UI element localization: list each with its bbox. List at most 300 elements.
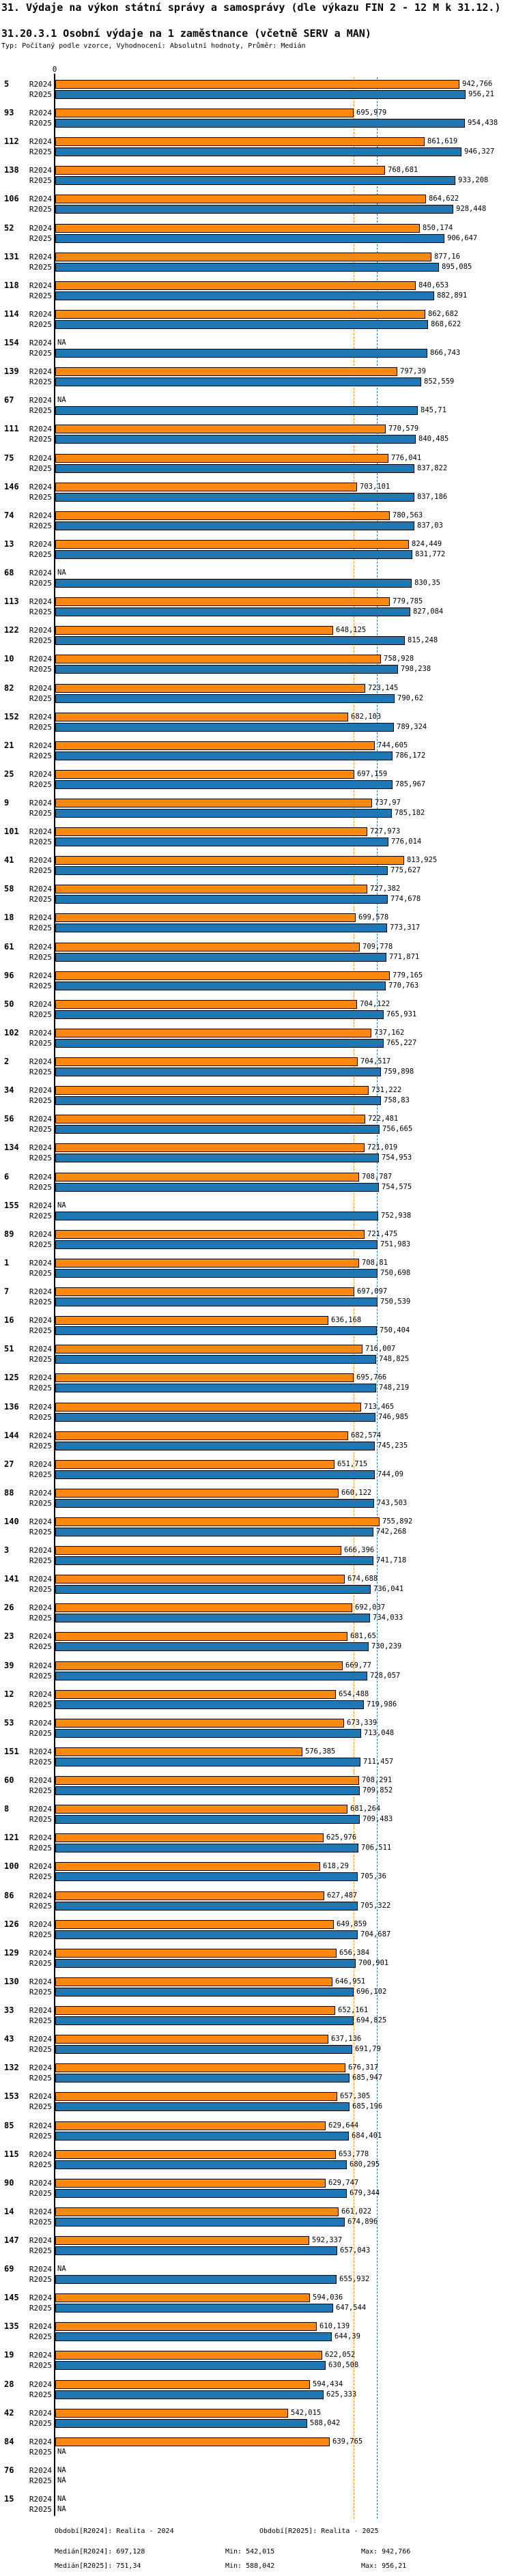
row-id-label: 5 (4, 79, 10, 89)
bar-r2024 (55, 2351, 322, 2360)
page-title: 31. Výdaje na výkon státní správy a samosprávy (dle výkazu FIN 2 - 12 M k 31.12.) (1, 1, 501, 14)
bar-value-label: 696,102 (356, 1988, 387, 1996)
bar-r2025 (55, 2132, 349, 2141)
bar-value-label: 770,763 (388, 982, 419, 990)
bar-r2025 (55, 377, 421, 386)
bar-value-label: 727,973 (370, 827, 401, 835)
series-label-r2024: R2024 (29, 943, 52, 951)
bar-value-label: 629,644 (328, 2121, 359, 2130)
bar-value-label: 861,619 (427, 137, 458, 145)
row-id-label: 25 (4, 769, 14, 779)
bar-r2024 (55, 1862, 320, 1871)
series-label-r2025: R2025 (29, 1269, 52, 1278)
bar-value-label: 694,825 (356, 2016, 387, 2024)
bar-r2024 (55, 626, 333, 635)
bar-r2025 (55, 263, 439, 272)
bar-r2024 (55, 741, 375, 750)
series-label-r2024: R2024 (29, 1345, 52, 1354)
series-label-r2025: R2025 (29, 1844, 52, 1852)
bar-value-label: 721,019 (367, 1143, 398, 1151)
bar-value-label: 722,481 (368, 1115, 399, 1123)
bar-r2024 (55, 1460, 335, 1469)
series-label-r2025: R2025 (29, 1096, 52, 1105)
series-label-r2024: R2024 (29, 1201, 52, 1210)
bar-value-label: 669,77 (345, 1661, 371, 1670)
row-id-label: 134 (4, 1143, 19, 1152)
bar-r2025 (55, 1269, 378, 1278)
bar-value-label: 674,896 (347, 2218, 378, 2226)
bar-r2025 (55, 1902, 358, 1910)
bar-r2024 (55, 195, 426, 203)
series-label-r2024: R2024 (29, 1949, 52, 1958)
series-label-r2024: R2024 (29, 1057, 52, 1066)
series-label-r2024: R2024 (29, 1489, 52, 1498)
series-label-r2025: R2025 (29, 636, 52, 645)
bar-r2024 (55, 1029, 371, 1037)
row-id-label: 138 (4, 165, 19, 175)
row-id-label: 90 (4, 2178, 14, 2188)
series-label-r2025: R2025 (29, 263, 52, 272)
bar-r2025 (55, 953, 386, 962)
bar-r2025 (55, 924, 387, 932)
series-label-r2024: R2024 (29, 799, 52, 807)
bar-value-label: 742,268 (376, 1528, 407, 1536)
series-label-r2025: R2025 (29, 982, 52, 990)
series-label-r2025: R2025 (29, 2016, 52, 2025)
bar-value-label: 709,778 (362, 943, 393, 951)
bar-r2024 (55, 1833, 324, 1842)
series-label-r2024: R2024 (29, 1747, 52, 1756)
row-id-label: 75 (4, 453, 14, 463)
bar-r2024 (55, 281, 416, 290)
series-label-r2024: R2024 (29, 2466, 52, 2475)
series-label-r2025: R2025 (29, 1930, 52, 1939)
bar-r2025 (55, 1212, 378, 1220)
bar-value-label: 789,324 (397, 723, 427, 731)
bar-value-label: 684,401 (352, 2132, 382, 2140)
series-label-r2024: R2024 (29, 483, 52, 491)
row-id-label: 68 (4, 568, 14, 577)
series-label-r2025: R2025 (29, 780, 52, 789)
series-label-r2024: R2024 (29, 2265, 52, 2274)
bar-value-label: 708,81 (362, 1259, 388, 1267)
bar-r2024 (55, 1661, 343, 1670)
bar-r2025 (55, 2218, 345, 2227)
bar-r2024 (55, 2150, 336, 2159)
bar-r2024 (55, 2380, 310, 2389)
row-id-label: 100 (4, 1861, 19, 1871)
bar-value-label: 736,041 (373, 1585, 404, 1593)
bar-value-label: 618,29 (323, 1862, 349, 1870)
row-id-label: 2 (4, 1057, 10, 1066)
series-label-r2024: R2024 (29, 1575, 52, 1584)
bar-r2024 (55, 137, 425, 146)
bar-value-label: 610,139 (319, 2322, 350, 2330)
series-label-r2024: R2024 (29, 1173, 52, 1182)
bar-value-label: 895,085 (442, 263, 472, 271)
row-id-label: 130 (4, 1977, 19, 1986)
bar-value-label: 741,718 (376, 1556, 407, 1564)
series-label-r2024: R2024 (29, 971, 52, 980)
series-label-r2024: R2024 (29, 2380, 52, 2389)
row-id-label: 140 (4, 1517, 19, 1526)
bar-r2024 (55, 1115, 365, 1124)
series-label-r2025: R2025 (29, 291, 52, 300)
row-id-label: 14 (4, 2207, 14, 2216)
bar-r2025 (55, 1528, 373, 1536)
series-label-r2025: R2025 (29, 723, 52, 732)
bar-r2025 (55, 1154, 379, 1162)
bar-r2025 (55, 1556, 373, 1565)
bar-value-label: 627,487 (327, 1891, 358, 1900)
bar-r2025 (55, 90, 466, 99)
bar-r2024 (55, 684, 365, 693)
bar-r2025 (55, 1442, 375, 1450)
bar-r2024 (55, 1517, 380, 1526)
series-label-r2025: R2025 (29, 2189, 52, 2198)
series-label-r2024: R2024 (29, 2063, 52, 2072)
bar-value-label: 697,159 (357, 770, 388, 778)
bar-value-label: 649,859 (337, 1920, 367, 1928)
bar-r2025 (55, 838, 388, 846)
bar-r2024 (55, 770, 354, 779)
bar-r2024 (55, 310, 425, 319)
row-id-label: 74 (4, 511, 14, 520)
row-id-label: 82 (4, 683, 14, 693)
series-label-r2024: R2024 (29, 80, 52, 89)
series-label-r2025: R2025 (29, 205, 52, 214)
series-label-r2024: R2024 (29, 1316, 52, 1325)
row-id-label: 43 (4, 2034, 14, 2044)
series-label-r2024: R2024 (29, 1115, 52, 1124)
series-label-r2024: R2024 (29, 770, 52, 779)
na-label: NA (57, 1201, 66, 1210)
row-id-label: 28 (4, 2379, 14, 2389)
bar-r2025 (55, 435, 416, 444)
bar-r2025 (55, 205, 453, 214)
bar-r2025 (55, 2390, 324, 2399)
bar-value-label: 771,871 (389, 953, 420, 961)
row-id-label: 58 (4, 884, 14, 893)
bar-r2024 (55, 1805, 347, 1814)
bar-r2024 (55, 1143, 365, 1152)
series-label-r2025: R2025 (29, 90, 52, 99)
bar-value-label: 699,578 (358, 913, 389, 921)
row-id-label: 12 (4, 1689, 14, 1699)
bar-r2024 (55, 2236, 309, 2245)
row-id-label: 33 (4, 2005, 14, 2015)
series-label-r2024: R2024 (29, 2179, 52, 2188)
bar-value-label: 653,778 (339, 2150, 369, 2158)
series-label-r2025: R2025 (29, 1556, 52, 1565)
row-id-label: 88 (4, 1488, 14, 1498)
na-label: NA (57, 569, 66, 577)
series-label-r2024: R2024 (29, 1891, 52, 1900)
bar-value-label: 692,037 (355, 1603, 386, 1612)
series-label-r2024: R2024 (29, 1690, 52, 1699)
series-label-r2025: R2025 (29, 2102, 52, 2111)
bar-r2024 (55, 597, 390, 606)
bar-r2024 (55, 1719, 344, 1728)
bar-value-label: 727,382 (370, 885, 401, 893)
bar-r2025 (55, 694, 395, 703)
median-r2024-label: Medián[R2024]: 697,128 (55, 2548, 145, 2556)
bar-value-label: 862,682 (428, 310, 459, 318)
series-label-r2025: R2025 (29, 924, 52, 932)
bar-r2025 (55, 1355, 376, 1364)
bar-value-label: 705,36 (360, 1872, 386, 1880)
bar-value-label: 759,898 (384, 1068, 414, 1076)
bar-value-label: 629,747 (328, 2179, 359, 2187)
bar-value-label: 648,125 (336, 626, 367, 634)
x-axis-zero-label: 0 (52, 65, 57, 74)
series-label-r2025: R2025 (29, 2246, 52, 2255)
bar-r2025 (55, 1298, 378, 1306)
bar-value-label: 798,238 (401, 665, 431, 673)
bar-value-label: 654,488 (339, 1690, 369, 1698)
bar-value-label: 704,687 (360, 1930, 391, 1938)
row-id-label: 126 (4, 1919, 19, 1929)
bar-value-label: 713,465 (364, 1403, 395, 1411)
bar-r2025 (55, 2045, 352, 2054)
bar-r2024 (55, 1230, 365, 1239)
series-label-r2025: R2025 (29, 1499, 52, 1508)
bar-value-label: 815,248 (408, 636, 438, 644)
row-id-label: 96 (4, 971, 14, 980)
bar-value-label: 852,559 (424, 377, 455, 386)
series-label-r2025: R2025 (29, 2419, 52, 2428)
row-id-label: 129 (4, 1948, 19, 1958)
row-id-label: 53 (4, 1718, 14, 1728)
bar-value-label: 933,208 (458, 176, 489, 184)
series-label-r2024: R2024 (29, 1805, 52, 1814)
series-label-r2024: R2024 (29, 2092, 52, 2101)
bar-value-label: 780,563 (393, 511, 423, 519)
bar-value-label: 737,162 (374, 1029, 405, 1037)
bar-r2025 (55, 176, 455, 185)
bar-value-label: 754,575 (382, 1183, 412, 1191)
bar-value-label: 770,579 (388, 425, 419, 433)
series-label-r2024: R2024 (29, 569, 52, 577)
bar-value-label: 644,39 (335, 2332, 360, 2341)
bar-r2024 (55, 1920, 334, 1929)
bar-value-label: 594,036 (313, 2293, 343, 2302)
bar-value-label: 660,122 (341, 1489, 372, 1497)
series-label-r2024: R2024 (29, 425, 52, 433)
bar-r2025 (55, 607, 410, 616)
row-id-label: 132 (4, 2063, 19, 2072)
bar-r2025 (55, 780, 393, 789)
bar-value-label: 942,766 (462, 80, 493, 88)
bar-r2025 (55, 2016, 354, 2025)
bar-value-label: 637,136 (331, 2035, 362, 2043)
bar-r2024 (55, 1057, 358, 1066)
bar-value-label: 773,317 (390, 924, 421, 932)
bar-value-label: 594,434 (313, 2380, 343, 2388)
bar-r2025 (55, 1844, 358, 1852)
row-id-label: 8 (4, 1804, 10, 1814)
bar-r2024 (55, 1086, 369, 1095)
bar-value-label: 774,678 (390, 895, 421, 903)
bar-value-label: 680,295 (350, 2160, 380, 2169)
bar-r2024 (55, 856, 404, 865)
bar-value-label: 785,182 (395, 809, 425, 817)
row-id-label: 84 (4, 2437, 14, 2446)
bar-value-label: 824,449 (412, 540, 442, 548)
bar-r2025 (55, 1758, 360, 1766)
row-id-label: 50 (4, 999, 14, 1009)
series-label-r2025: R2025 (29, 1614, 52, 1622)
bar-value-label: 674,688 (347, 1575, 378, 1583)
bar-value-label: 748,219 (379, 1384, 410, 1392)
bar-r2025 (55, 1988, 354, 1997)
series-label-r2025: R2025 (29, 2160, 52, 2169)
series-label-r2025: R2025 (29, 1212, 52, 1220)
bar-r2024 (55, 1747, 302, 1756)
bar-value-label: 734,033 (373, 1614, 403, 1622)
series-label-r2024: R2024 (29, 856, 52, 865)
row-id-label: 21 (4, 741, 14, 750)
series-label-r2024: R2024 (29, 396, 52, 405)
bar-r2024 (55, 1373, 354, 1382)
series-label-r2025: R2025 (29, 1326, 52, 1335)
row-id-label: 85 (4, 2121, 14, 2130)
bar-r2024 (55, 1259, 359, 1268)
bar-value-label: 685,196 (352, 2102, 383, 2110)
series-label-r2025: R2025 (29, 521, 52, 530)
row-id-label: 153 (4, 2091, 19, 2101)
bar-value-label: 752,938 (381, 1212, 412, 1220)
series-label-r2025: R2025 (29, 752, 52, 760)
series-label-r2024: R2024 (29, 1373, 52, 1382)
series-label-r2024: R2024 (29, 1719, 52, 1728)
bar-r2024 (55, 1431, 348, 1440)
row-id-label: 7 (4, 1287, 10, 1296)
series-label-r2025: R2025 (29, 1786, 52, 1795)
series-label-r2024: R2024 (29, 1920, 52, 1929)
bar-value-label: 779,165 (393, 971, 423, 979)
bar-value-label: 840,653 (418, 281, 449, 289)
bar-r2025 (55, 521, 414, 530)
bar-r2025 (55, 723, 394, 732)
row-id-label: 115 (4, 2149, 19, 2159)
bar-value-label: 657,043 (340, 2246, 371, 2255)
bar-value-label: 877,16 (434, 253, 460, 261)
bar-value-label: 837,186 (417, 493, 448, 501)
bar-value-label: 695,979 (356, 109, 387, 117)
row-id-label: 1 (4, 1258, 10, 1268)
bar-value-label: 716,007 (365, 1345, 396, 1353)
bar-r2024 (55, 1489, 339, 1498)
row-id-label: 19 (4, 2350, 14, 2360)
series-label-r2025: R2025 (29, 665, 52, 674)
series-label-r2024: R2024 (29, 2437, 52, 2446)
bar-r2024 (55, 224, 420, 233)
series-label-r2024: R2024 (29, 741, 52, 750)
series-label-r2025: R2025 (29, 320, 52, 329)
series-label-r2024: R2024 (29, 913, 52, 922)
bar-r2025 (55, 1729, 361, 1738)
bar-value-label: 956,21 (468, 90, 494, 98)
bar-value-label: 750,698 (380, 1269, 411, 1277)
row-id-label: 41 (4, 855, 14, 865)
bar-r2025 (55, 1326, 377, 1335)
series-label-r2024: R2024 (29, 1460, 52, 1469)
series-label-r2025: R2025 (29, 953, 52, 962)
bar-value-label: 713,048 (364, 1729, 395, 1737)
series-label-r2024: R2024 (29, 2150, 52, 2159)
series-label-r2024: R2024 (29, 2006, 52, 2015)
bar-r2025 (55, 1068, 381, 1076)
bar-r2025 (55, 1010, 384, 1019)
series-label-r2025: R2025 (29, 1240, 52, 1249)
row-id-label: 69 (4, 2264, 14, 2274)
series-label-r2024: R2024 (29, 367, 52, 376)
bar-value-label: 706,511 (361, 1844, 392, 1852)
bar-r2025 (55, 1930, 358, 1939)
row-id-label: 114 (4, 309, 19, 319)
bar-value-label: 758,928 (384, 655, 414, 663)
bar-value-label: 542,015 (291, 2409, 322, 2417)
row-id-label: 26 (4, 1603, 14, 1612)
bar-value-label: 625,333 (326, 2390, 357, 2399)
series-label-r2025: R2025 (29, 1902, 52, 1910)
bar-r2025 (55, 2160, 347, 2169)
series-label-r2024: R2024 (29, 1000, 52, 1009)
series-label-r2025: R2025 (29, 1959, 52, 1968)
row-id-label: 18 (4, 913, 14, 922)
bar-r2024 (55, 1345, 362, 1354)
series-label-r2025: R2025 (29, 2218, 52, 2227)
bar-r2024 (55, 2207, 339, 2216)
series-label-r2024: R2024 (29, 2293, 52, 2302)
series-label-r2024: R2024 (29, 1403, 52, 1412)
bar-value-label: 745,235 (378, 1442, 408, 1450)
bar-value-label: 750,539 (380, 1298, 411, 1306)
bar-r2025 (55, 291, 434, 300)
bar-r2024 (55, 2179, 326, 2188)
bar-r2024 (55, 1546, 341, 1555)
series-label-r2025: R2025 (29, 809, 52, 818)
series-label-r2024: R2024 (29, 339, 52, 347)
bar-value-label: 666,396 (344, 1546, 375, 1554)
row-id-label: 154 (4, 338, 19, 347)
bar-value-label: 786,172 (395, 752, 426, 760)
bar-value-label: 682,574 (351, 1431, 382, 1440)
series-label-r2025: R2025 (29, 895, 52, 904)
bar-r2025 (55, 2074, 350, 2083)
bar-r2025 (55, 866, 388, 875)
bar-value-label: 661,022 (341, 2207, 372, 2216)
series-label-r2025: R2025 (29, 838, 52, 846)
series-label-r2024: R2024 (29, 655, 52, 663)
bar-value-label: 695,766 (356, 1373, 387, 1382)
bar-value-label: 830,35 (414, 579, 440, 587)
bar-value-label: 756,665 (382, 1125, 413, 1133)
series-label-r2024: R2024 (29, 195, 52, 203)
series-label-r2025: R2025 (29, 1154, 52, 1162)
bar-value-label: 588,042 (310, 2419, 341, 2427)
series-label-r2025: R2025 (29, 550, 52, 559)
bar-r2025 (55, 1240, 378, 1249)
row-id-label: 89 (4, 1229, 14, 1239)
bar-r2025 (55, 234, 444, 243)
na-label: NA (57, 2466, 66, 2474)
bar-value-label: 691,79 (355, 2045, 381, 2053)
series-label-r2025: R2025 (29, 1355, 52, 1364)
row-id-label: 23 (4, 1631, 14, 1641)
series-label-r2025: R2025 (29, 1039, 52, 1048)
